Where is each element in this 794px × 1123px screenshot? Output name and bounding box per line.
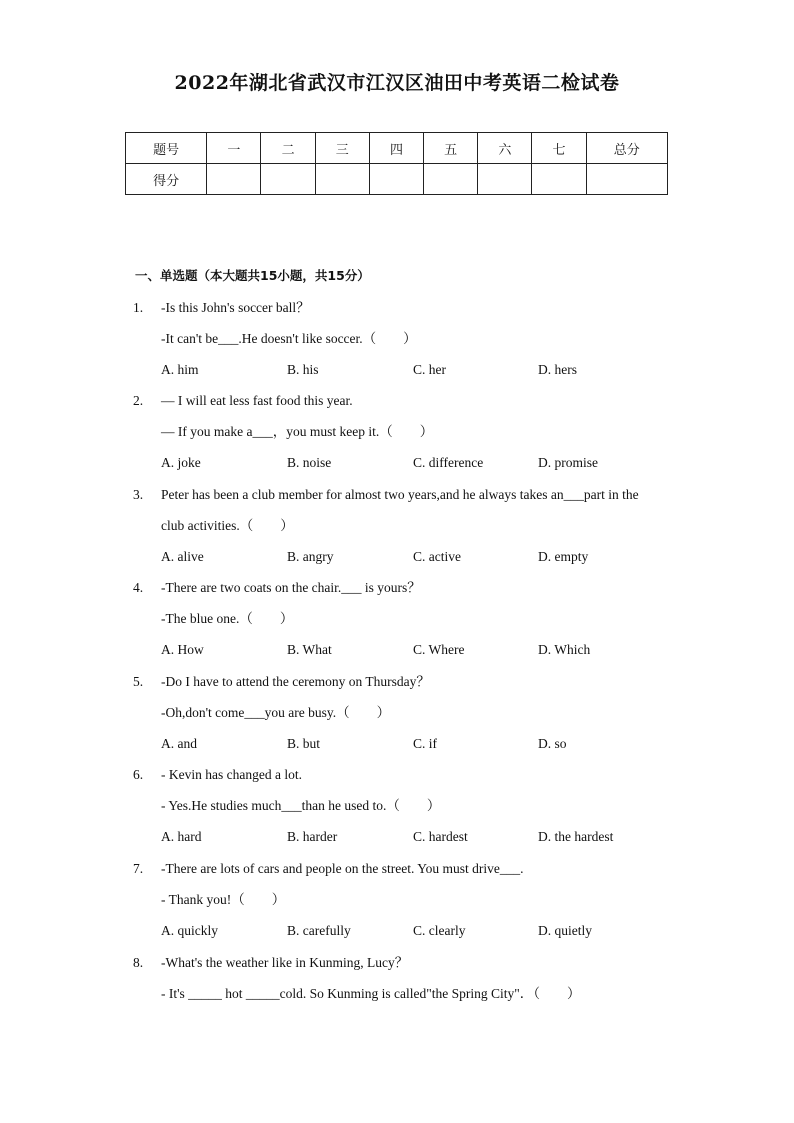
question-line: -There are lots of cars and people on the street. You must drive___. bbox=[161, 861, 524, 876]
question-number: 1. bbox=[133, 300, 144, 315]
option-a[interactable]: A. hard bbox=[161, 829, 202, 844]
score-table bbox=[125, 132, 668, 195]
question-number: 3. bbox=[133, 487, 144, 502]
option-a[interactable]: A. and bbox=[161, 736, 197, 751]
option-d[interactable]: D. so bbox=[538, 736, 567, 751]
option-c[interactable]: C. Where bbox=[413, 642, 465, 657]
score-cell[interactable] bbox=[586, 164, 667, 195]
option-d[interactable]: D. hers bbox=[538, 362, 577, 377]
question-number: 6. bbox=[133, 767, 144, 782]
option-b[interactable]: B. carefully bbox=[287, 923, 351, 938]
score-cell[interactable] bbox=[315, 164, 369, 195]
question-line: -Is this John's soccer ball？ bbox=[161, 300, 310, 315]
option-b[interactable]: B. his bbox=[287, 362, 319, 377]
score-cell[interactable] bbox=[369, 164, 423, 195]
score-header-cell: 题号 bbox=[126, 133, 207, 164]
score-header-cell: 二 bbox=[261, 133, 315, 164]
option-a[interactable]: A. quickly bbox=[161, 923, 218, 938]
option-a[interactable]: A. joke bbox=[161, 455, 201, 470]
option-c[interactable]: C. if bbox=[413, 736, 438, 751]
question-line: Peter has been a club member for almost two years,and he always takes an___part in the bbox=[161, 487, 639, 502]
option-a[interactable]: A. How bbox=[161, 642, 204, 657]
question-line: club activities.（ ） bbox=[161, 518, 294, 533]
question-line: - Kevin has changed a lot. bbox=[161, 767, 302, 782]
option-a[interactable]: A. alive bbox=[161, 549, 204, 564]
option-d[interactable]: D. empty bbox=[538, 549, 589, 564]
question-line: — If you make a___，you must keep it.（ ） bbox=[161, 424, 434, 439]
question-number: 5. bbox=[133, 674, 144, 689]
option-d[interactable]: D. promise bbox=[538, 455, 598, 470]
option-b[interactable]: B. noise bbox=[287, 455, 332, 470]
section-heading: 一、单选题（本大题共15小题，共15分） bbox=[135, 268, 370, 283]
option-d[interactable]: D. Which bbox=[538, 642, 591, 657]
option-c[interactable]: C. clearly bbox=[413, 923, 466, 938]
score-table-score-row bbox=[126, 164, 668, 195]
score-header-cell: 三 bbox=[315, 133, 369, 164]
score-cell[interactable] bbox=[207, 164, 261, 195]
score-cell[interactable] bbox=[424, 164, 478, 195]
question-line: — I will eat less fast food this year. bbox=[161, 393, 353, 408]
score-header-cell: 一 bbox=[207, 133, 261, 164]
question-line: - Yes.He studies much___than he used to.（ ） bbox=[161, 798, 441, 813]
score-header-cell: 五 bbox=[424, 133, 478, 164]
option-b[interactable]: B. What bbox=[287, 642, 332, 657]
score-row-label: 得分 bbox=[126, 164, 207, 195]
option-d[interactable]: D. the hardest bbox=[538, 829, 614, 844]
option-a[interactable]: A. him bbox=[161, 362, 199, 377]
question-number: 4. bbox=[133, 580, 144, 595]
score-header-cell: 四 bbox=[369, 133, 423, 164]
score-cell[interactable] bbox=[478, 164, 532, 195]
page-title: 2022年湖北省武汉市江汉区油田中考英语二检试卷 bbox=[174, 72, 620, 94]
score-header-cell: 六 bbox=[478, 133, 532, 164]
question-line: -What's the weather like in Kunming, Lucy？ bbox=[161, 955, 409, 970]
option-c[interactable]: C. active bbox=[413, 549, 461, 564]
option-b[interactable]: B. angry bbox=[287, 549, 334, 564]
question-line: -The blue one.（ ） bbox=[161, 611, 294, 626]
question-line: - It's _____ hot _____cold. So Kunming is called"the Spring City"．（ ） bbox=[161, 986, 581, 1001]
question-number: 7. bbox=[133, 861, 144, 876]
option-b[interactable]: B. but bbox=[287, 736, 321, 751]
score-header-cell: 总分 bbox=[586, 133, 667, 164]
question-line: -There are two coats on the chair.___ is yours？ bbox=[161, 580, 421, 595]
option-d[interactable]: D. quietly bbox=[538, 923, 592, 938]
score-cell[interactable] bbox=[261, 164, 315, 195]
question-number: 2. bbox=[133, 393, 144, 408]
question-line: -It can't be___.He doesn't like soccer.（ ） bbox=[161, 331, 417, 346]
score-table-header-row bbox=[126, 133, 668, 164]
option-b[interactable]: B. harder bbox=[287, 829, 338, 844]
option-c[interactable]: C. difference bbox=[413, 455, 484, 470]
score-header-cell: 七 bbox=[532, 133, 586, 164]
question-number: 8. bbox=[133, 955, 144, 970]
option-c[interactable]: C. hardest bbox=[413, 829, 468, 844]
question-line: -Do I have to attend the ceremony on Thursday？ bbox=[161, 674, 430, 689]
score-cell[interactable] bbox=[532, 164, 586, 195]
question-line: -Oh,don't come___you are busy.（ ） bbox=[161, 705, 391, 720]
option-c[interactable]: C. her bbox=[413, 362, 446, 377]
question-line: - Thank you!（ ） bbox=[161, 892, 286, 907]
